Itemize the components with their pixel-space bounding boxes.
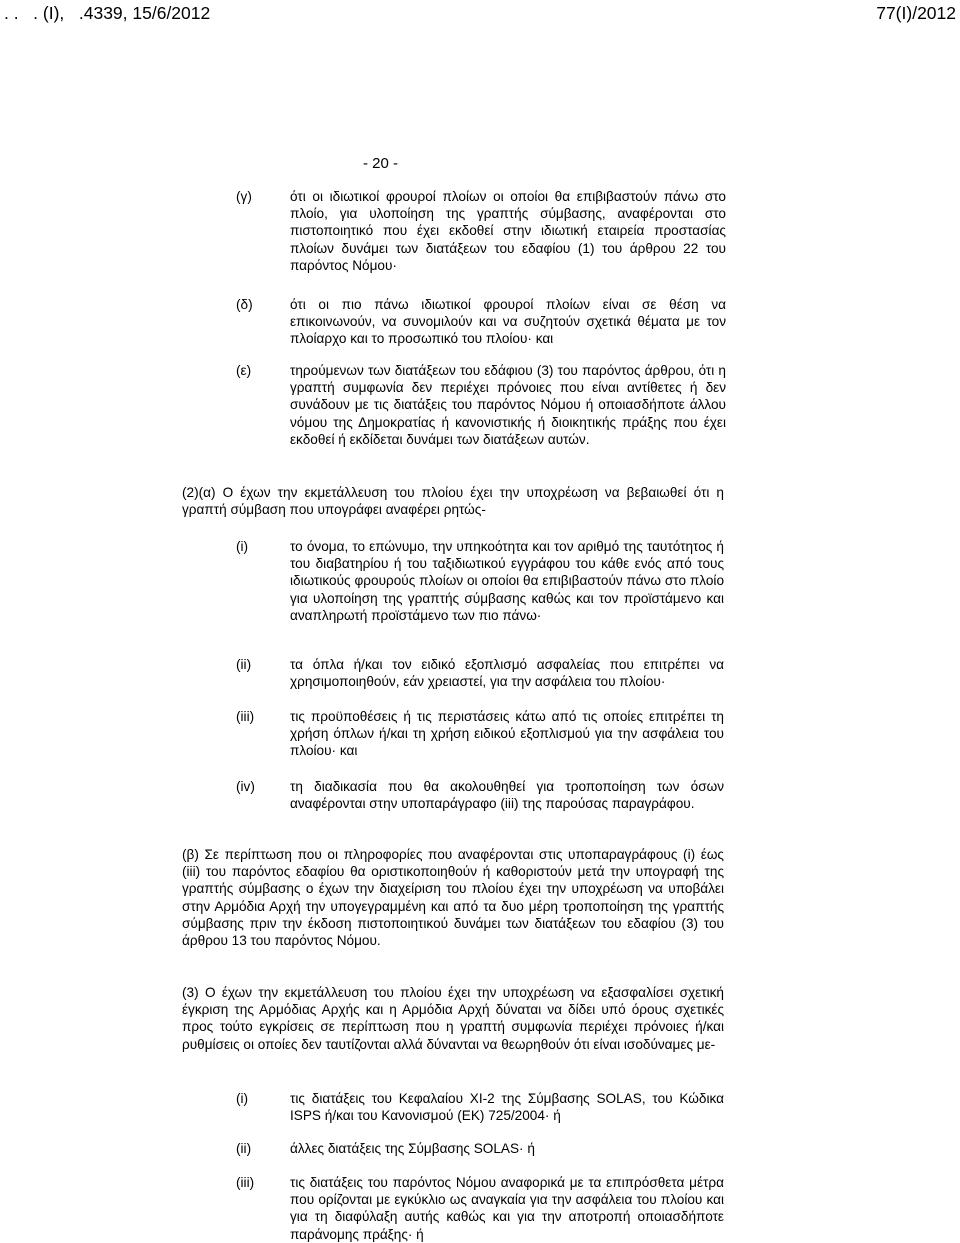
subitem-label-iv: (iv) bbox=[236, 779, 255, 794]
law-number-header: 77(Ι)/2012 bbox=[876, 3, 956, 23]
paragraph-2a: (2)(α) Ο έχων την εκμετάλλευση του πλοίου έχει την υποχρέωση να βεβαιωθεί ότι η γραπτή σύμβαση που υπογράφει αναφέρει ρητώς- bbox=[182, 485, 724, 518]
subitem-label-i: (i) bbox=[236, 539, 249, 554]
subitem-3-text-ii: άλλες διατάξεις της Σύμβασης SOLAS· ή bbox=[290, 1141, 535, 1156]
item-label-delta: (δ) bbox=[236, 297, 253, 312]
item-text-gamma: ότι οι ιδιωτικοί φρουροί πλοίων οι οποίοι θα επιβιβαστούν πάνω στο πλοίο, για υλοποίηση της γραπτής σύμβασης, αναφέρονται στο πιστοποιητικό που έχει εκδοθεί στην ιδιωτική εταιρεία προστασίας πλοίων δυνάμει των διατάξεων του εδαφίου (1) του άρθρου 22 του παρόντος Νόμου· bbox=[290, 189, 726, 273]
subitem-3-text-iii: τις διατάξεις του παρόντος Νόμου αναφορικά με τα επιπρόσθετα μέτρα που ορίζονται με εγκύκλιο ως αναγκαία για την ασφάλεια του πλοίου και για τη διαφύλαξη αυτής καθώς και για την αποτροπή οποιασδήποτε παράνομης πράξης· ή bbox=[290, 1175, 724, 1242]
subitem-3-text-i: τις διατάξεις του Κεφαλαίου ΧΙ-2 της Σύμβασης SOLAS, του Κώδικα ISPS ή/και του Κανονισμού (ΕΚ) 725/2004· ή bbox=[290, 1091, 724, 1124]
subitem-text-iv: τη διαδικασία που θα ακολουθηθεί για τροποποίηση των όσων αναφέρονται στην υποπαράγραφο (iii) της παρούσας παραγράφου. bbox=[290, 779, 724, 812]
paragraph-2b: (β) Σε περίπτωση που οι πληροφορίες που αναφέρονται στις υποπαραγράφους (i) έως (iii) του παρόντος εδαφίου θα οριστικοποιηθούν ή καθοριστούν μετά την υπογραφή της γραπτής σύμβασης ο έχων την διαχείριση του πλοίου έχει την υποχρέωση να υποβάλει στην Αρμόδια Αρχή την υπογεγραμμένη και από τα δυο μέρη τροποποίηση της γραπτής σύμβασης πριν την έκδοση πιστοποιητικού δυνάμει των διατάξεων του εδαφίου (3) του άρθρου 13 του παρόντος Νόμου. bbox=[182, 847, 724, 949]
subitem-label-ii: (ii) bbox=[236, 657, 252, 672]
paragraph-3: (3) Ο έχων την εκμετάλλευση του πλοίου έχει την υποχρέωση να εξασφαλίσει σχετική έγκριση της Αρμόδιας Αρχής και η Αρμόδια Αρχή δύναται να δίδει υπό όρους σχετικές προς τούτο εγκρίσεις σε περίπτωση που η γραπτή συμφωνία περιέχει πρόνοιες ή/και ρυθμίσεις οι οποίες δεν ταυτίζονται αλλά δύνανται να θεωρηθούν ότι είναι ισοδύναμες με- bbox=[182, 985, 724, 1052]
subitem-3-label-iii: (iii) bbox=[236, 1175, 255, 1190]
item-text-delta: ότι οι πιο πάνω ιδιωτικοί φρουροί πλοίων είναι σε θέση να επικοινωνούν, να συνομιλούν και να συζητούν σχετικά θέματα με τον πλοίαρχο και το προσωπικό του πλοίου· και bbox=[290, 297, 726, 347]
gazette-header-left: . . . (Ι), .4339, 15/6/2012 bbox=[4, 3, 211, 23]
item-label-gamma: (γ) bbox=[236, 189, 252, 204]
subitem-text-iii: τις προϋποθέσεις ή τις περιστάσεις κάτω από τις οποίες επιτρέπει τη χρήση όπλων ή/και τη χρήση ειδικού εξοπλισμού για την ασφάλεια του πλοίου· και bbox=[290, 709, 724, 759]
subitem-3-label-ii: (ii) bbox=[236, 1141, 252, 1156]
subitem-label-iii: (iii) bbox=[236, 709, 255, 724]
page-number: - 20 - bbox=[363, 155, 399, 172]
subitem-3-label-i: (i) bbox=[236, 1091, 249, 1106]
subitem-text-i: το όνομα, το επώνυμο, την υπηκοότητα και τον αριθμό της ταυτότητος ή του διαβατηρίου ή του ταξιδιωτικού εγγράφου του κάθε ενός από τους ιδιωτικούς φρουρούς πλοίων οι οποίοι θα επιβιβαστούν πάνω στο πλοίο για υλοποίηση της γραπτής σύμβασης καθώς και τον προϊστάμενο και αναπληρωτή προϊστάμενο των πιο πάνω· bbox=[290, 539, 724, 623]
subitem-text-ii: τα όπλα ή/και τον ειδικό εξοπλισμό ασφαλείας που επιτρέπει να χρησιμοποιηθούν, εάν χρειαστεί, για την ασφάλεια του πλοίου· bbox=[290, 657, 724, 690]
item-text-epsilon: τηρούμενων των διατάξεων του εδάφιου (3) του παρόντος άρθρου, ότι η γραπτή συμφωνία δεν περιέχει πρόνοιες που είναι αντίθετες ή δεν συνάδουν με τις διατάξεις του παρόντος Νόμου ή οποιασδήποτε άλλου νόμου της Δημοκρατίας ή κανονιστικής ή διοικητικής πράξης που έχει εκδοθεί ή εκδίδεται δυνάμει των διατάξεων αυτών. bbox=[290, 363, 726, 447]
item-label-epsilon: (ε) bbox=[236, 363, 252, 378]
